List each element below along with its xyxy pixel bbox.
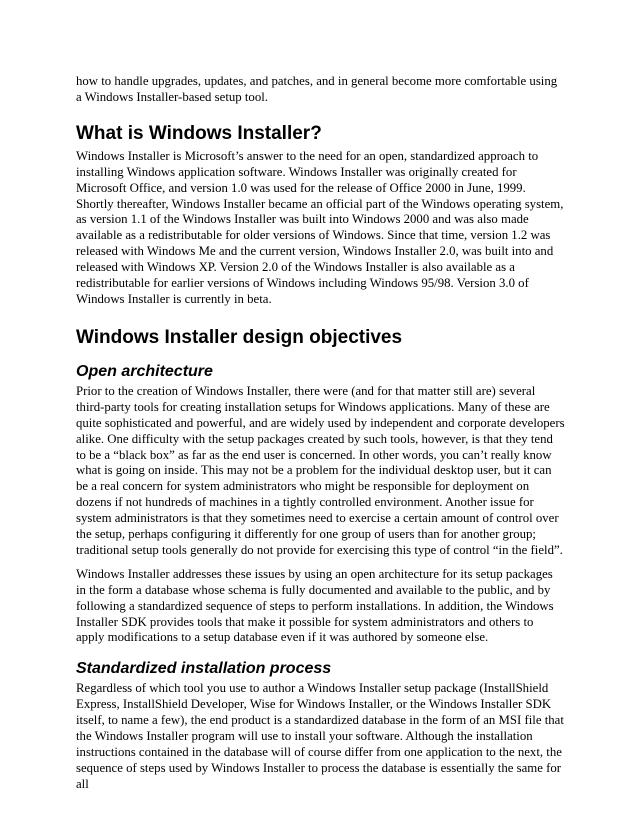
paragraph-open-architecture-2: Windows Installer addresses these issues by using an open architecture for its setup packages in the form a database whose schema is fully documented and available to the public, and by following a standardized sequence of steps to perform installations. In addition, the Windows Installer SDK provides tools that make it possible for system administrators and others to apply modifications to a setup database even if it was authored by someone else.	[76, 566, 554, 645]
subheading-standardized-installation-process: Standardized installation process	[76, 660, 332, 678]
paragraph-gap	[76, 559, 565, 567]
paragraph-what-is-windows-installer: Windows Installer is Microsoft’s answer to the need for an open, standardized approach to installing Windows application software. Windows Installer was originally created for Microsoft Office, and version 1.0 was used for the release of Office 2000 in June, 1999. Shortly thereafter, Windows Installer became an official part of the Windows operating system, as version 1.1 of the Windows Installer was built into Windows 2000 and was also made available as a redistributable for older versions of Windows. Since that time, version 1.2 was released with Windows Me and the current version, Windows Installer 2.0, was built into and released with Windows XP. Version 2.0 of the Windows Installer is also available as a redistributable for earlier versions of Windows including Windows 95/98. Version 3.0 of Windows Installer is currently in beta.	[76, 148, 564, 306]
heading-design-objectives: Windows Installer design objectives	[76, 326, 403, 348]
paragraph-standardized-installation-process: Regardless of which tool you use to author a Windows Installer setup package (InstallShield Express, InstallShield Developer, Wise for Windows Installer, or the Windows Installer SDK itself, to name a few), the end product is a standardized database in the form of an MSI file that the Windows Installer program will use to install your software. Although the installation instructions contained in the database will of course differ from one application to the next, the sequence of steps used by Windows Installer to process the database is essentially the same for all	[76, 681, 564, 791]
subheading-open-architecture: Open architecture	[76, 362, 213, 380]
heading-what-is-windows-installer: What is Windows Installer?	[76, 122, 322, 144]
document-page	[76, 74, 565, 793]
intro-paragraph: how to handle upgrades, updates, and patches, and in general become more comfortable using a Windows Installer-based setup tool.	[76, 74, 558, 104]
paragraph-open-architecture-1: Prior to the creation of Windows Installer, there were (and for that matter still are) several third-party tools for creating installation setups for Windows applications. Many of these are quite sophisticated and powerful, and are widely used by independent and corporate developers alike. One difficulty with the setup packages created by such tools, however, is that they tend to be a “black box” as far as the end user is concerned. In other words, you can’t really know what is going on inside. This may not be a problem for the individual desktop user, but it can be a real concern for system administrators who might be responsible for deployment on dozens if not hundreds of machines in a tightly controlled environment. Another issue for system administrators is that they sometimes need to exercise a certain amount of control over the setup, perhaps configuring it differently for one group of users than for another group; traditional setup tools generally do not provide for exercising this type of control “in the field”.	[76, 383, 565, 557]
